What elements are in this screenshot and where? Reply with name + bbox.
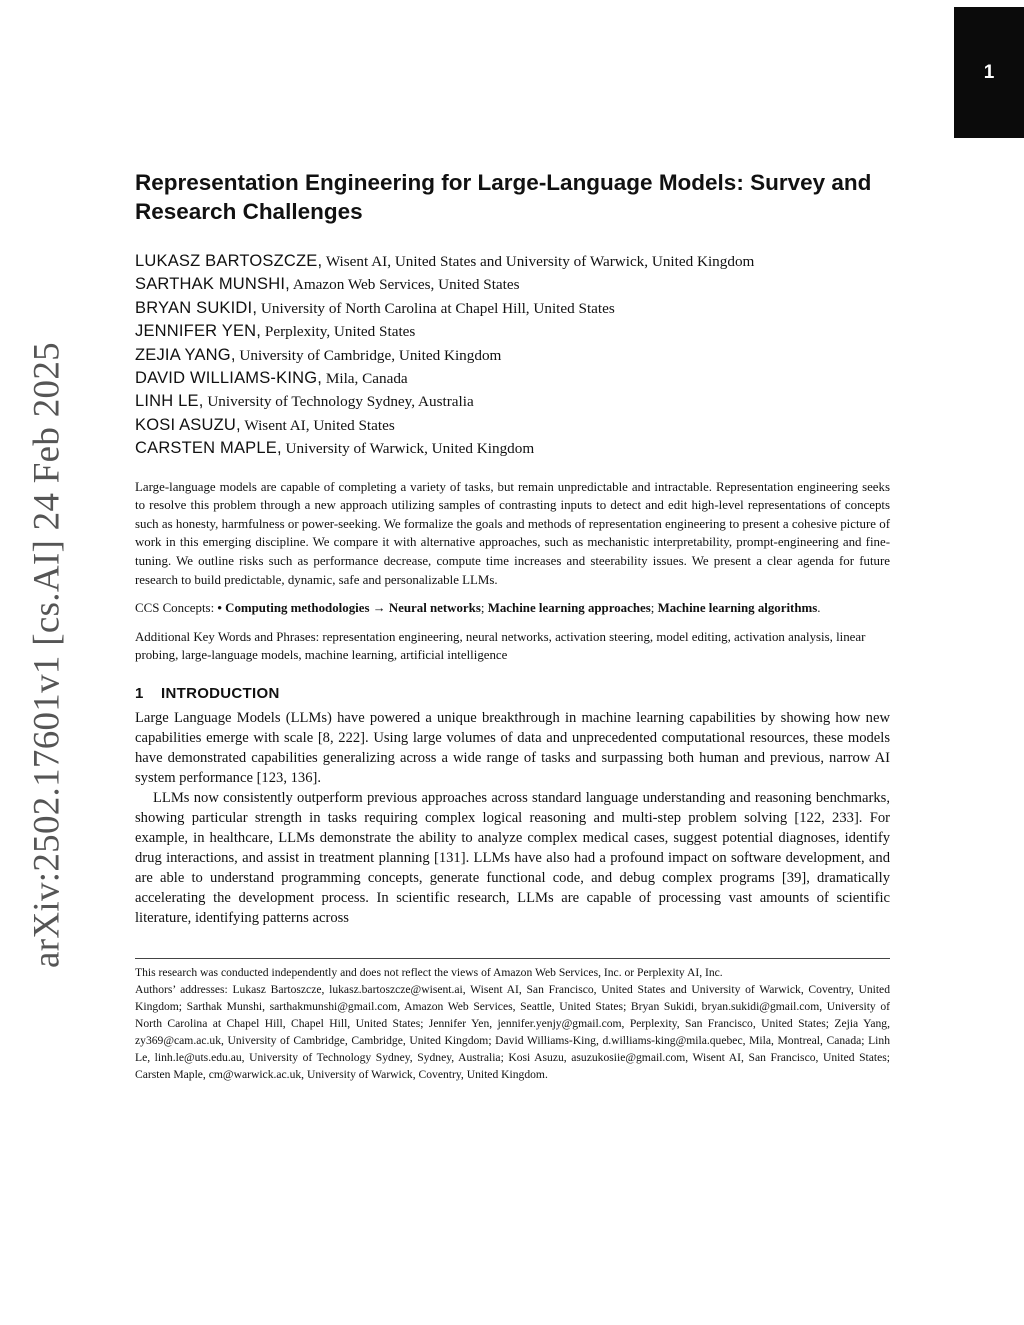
- paper-title: Representation Engineering for Large-Language Models: Survey and Research Challenges: [135, 170, 872, 224]
- author-entry: [135, 390, 890, 413]
- abstract: Large-language models are capable of completing a variety of tasks, but remain unpredictable and intractable. Representation engineering seeks to resolve this problem through a new approach utilizing samples of contrasting inputs to detect and edit high-level representations of concepts such as honesty, harmfulness or power-seeking. We formalize the goals and methods of representation engineering to present a cohesive picture of work in this emerging discipline. We compare it with alternative approaches, such as mechanistic interpretability, prompt-engineering and fine-tuning. We outline risks such as performance decrease, compute time increases and steerability issues. We present a clear agenda for future research to build predictable, dynamic, safe and personalizable LLMs.: [135, 479, 890, 587]
- author-affiliation: Wisent AI, United States: [244, 416, 395, 434]
- author-entry: [135, 414, 890, 437]
- author-affiliation: University of Warwick, United Kingdom: [285, 440, 535, 458]
- section-number: 1: [135, 685, 144, 702]
- author-entry: [135, 250, 890, 273]
- author-entry: [135, 297, 890, 320]
- author-name: DAVID WILLIAMS-KING,: [135, 369, 323, 388]
- body-paragraph: LLMs now consistently outperform previous approaches across standard language understanding and reasoning benchmarks, showing particular strength in tasks requiring complex logical reasoning and multi-step problem solving [122, 233]. For example, in healthcare, LLMs demonstrate the ability to analyze complex medical cases, suggest potential diagnoses, identify drug interactions, and assist in treatment planning [131]. LLMs have also had a profound impact on software development, and are able to understand programming concepts, generate functional code, and debug complex programs [39], dramatically accelerating the development process. In scientific research, LLMs are capable of processing vast amounts of scientific literature, identifying patterns across: [135, 790, 890, 926]
- ccs-term: Machine learning algorithms: [657, 601, 818, 616]
- author-affiliation: Amazon Web Services, United States: [292, 276, 520, 294]
- author-affiliation: Mila, Canada: [325, 370, 408, 388]
- author-name: LUKASZ BARTOSZCZE,: [135, 252, 323, 270]
- keywords: Additional Key Words and Phrases: representation engineering, neural networks, activation steering, model editing, activation analysis, linear probing, large-language models, machine learning, artificial intelligence: [135, 629, 866, 663]
- author-name: KOSI ASUZU,: [135, 415, 241, 434]
- ccs-separator: ;: [650, 601, 655, 616]
- author-name: LINH LE,: [135, 392, 204, 411]
- arxiv-identifier-stamp: arXiv:2502.17601v1 [cs.AI] 24 Feb 2025: [26, 342, 68, 968]
- author-affiliation: University of Cambridge, United Kingdom: [239, 346, 502, 364]
- author-entry: [135, 437, 890, 460]
- section-title: INTRODUCTION: [161, 685, 280, 702]
- ccs-bullet: •: [217, 601, 222, 616]
- author-entry: [135, 320, 890, 343]
- author-affiliation: University of North Carolina at Chapel Hill, United States: [260, 299, 615, 317]
- ccs-end: .: [817, 601, 821, 616]
- footnotes: [135, 958, 890, 1083]
- author-affiliation: University of Technology Sydney, Australia: [207, 393, 474, 411]
- ccs-separator: ;: [480, 601, 485, 616]
- page-number: 1: [983, 61, 995, 83]
- ccs-term: Computing methodologies: [225, 601, 370, 616]
- author-name: ZEJIA YANG,: [135, 345, 236, 364]
- paper-front-matter: [135, 168, 890, 928]
- ccs-term: Machine learning approaches: [487, 601, 651, 616]
- author-name: SARTHAK MUNSHI,: [135, 275, 290, 294]
- ccs-term: Neural networks: [388, 601, 481, 616]
- author-list: [135, 250, 890, 461]
- author-entry: [135, 344, 890, 367]
- author-entry: [135, 367, 890, 390]
- footnote-disclaimer: This research was conducted independently and does not reflect the views of Amazon Web Services, Inc. or Perplexity AI, Inc.: [135, 966, 723, 979]
- footnote-author-addresses: Authors’ addresses: Lukasz Bartoszcze, lukasz.bartoszcze@wisent.ai, Wisent AI, San Francisco, United States and University of Warwick, Coventry, United Kingdom; Sarthak Munshi, sarthakmunshi@gmail.com, Amazon Web Services, Seattle, United States; Bryan Sukidi, bryan.sukidi@gmail.com, University of North Carolina at Chapel Hill, Chapel Hill, United States; Jennifer Yen, jennifer.yenjy@gmail.com, Perplexity, San Francisco, United States; Zejia Yang, zy369@cam.ac.uk, University of Cambridge, Cambridge, United Kingdom; David Williams-King, d.williams-king@mila.quebec, Mila, Montreal, Canada; Linh Le, linh.le@uts.edu.au, University of Technology Sydney, Sydney, Australia; Kosi Asuzu, asuzukosiie@gmail.com, Wisent AI, San Francisco, United States; Carsten Maple, cm@warwick.ac.uk, University of Warwick, Coventry, United Kingdom.: [135, 983, 890, 1081]
- ccs-label: CCS Concepts:: [135, 601, 215, 616]
- page-number-tab: [954, 7, 1024, 138]
- author-name: CARSTEN MAPLE,: [135, 439, 282, 458]
- section-heading: [135, 684, 890, 704]
- ccs-concepts: [135, 599, 890, 618]
- author-name: BRYAN SUKIDI,: [135, 298, 258, 317]
- body-paragraph: Large Language Models (LLMs) have powered a unique breakthrough in machine learning capabilities by showing how new capabilities emerge with scale [8, 222]. Using large volumes of data and unprecedented computational resources, these models have demonstrated capabilities generalizing across a wide range of tasks and surpassing both human and previous, narrow AI system performance [123, 136].: [135, 710, 890, 786]
- author-entry: [135, 273, 890, 296]
- ccs-arrow: →: [372, 601, 386, 616]
- author-affiliation: Wisent AI, United States and University of Warwick, United Kingdom: [325, 253, 755, 270]
- author-affiliation: Perplexity, United States: [264, 323, 416, 341]
- author-name: JENNIFER YEN,: [135, 322, 262, 341]
